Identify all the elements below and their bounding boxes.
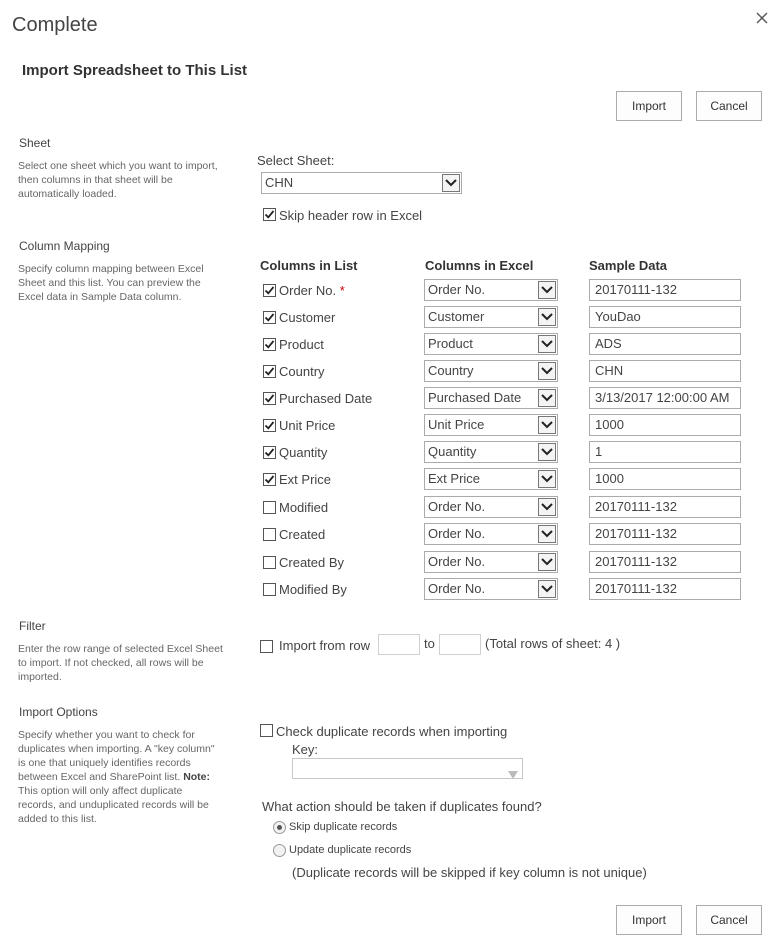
mapping-row: [255, 333, 755, 359]
mapping-row-checkbox[interactable]: [263, 501, 276, 514]
dialog-title: Complete: [12, 14, 98, 36]
mapping-row-sample[interactable]: CHN: [589, 360, 741, 382]
mapping-section-title: Column Mapping: [19, 239, 110, 253]
excel-select-value: Order No.: [428, 282, 486, 297]
mapping-row-checkbox[interactable]: [263, 311, 276, 324]
mapping-row-checkbox[interactable]: [263, 556, 276, 569]
skip-duplicates-label: Skip duplicate records: [289, 821, 398, 833]
row-to-label: to: [424, 636, 435, 651]
mapping-row-sample[interactable]: 1: [589, 441, 741, 463]
import-from-row-label: Import from row: [279, 638, 371, 653]
mapping-row-sample[interactable]: 1000: [589, 468, 741, 490]
mapping-row-excel-select[interactable]: [424, 414, 558, 436]
total-rows-text: (Total rows of sheet: 4 ): [485, 636, 621, 651]
filter-section-description: Enter the row range of selected Excel Sheet to import. If not checked, all rows will be imported.: [18, 643, 223, 683]
import-from-row-checkbox[interactable]: [260, 640, 273, 653]
duplicates-hint: (Duplicate records will be skipped if key column is not unique): [292, 865, 647, 880]
mapping-row-sample[interactable]: YouDao: [589, 306, 741, 328]
list-column-name: Order No.: [279, 283, 337, 298]
page-heading: Import Spreadsheet to This List: [22, 62, 248, 79]
mapping-row-checkbox[interactable]: [263, 284, 276, 297]
excel-select-value: Unit Price: [428, 417, 485, 432]
chevron-down-icon: [538, 498, 556, 516]
mapping-row-excel-select[interactable]: [424, 523, 558, 545]
chevron-down-icon: [538, 362, 556, 380]
mapping-row-list-column: Created: [279, 527, 326, 542]
mapping-row-list-column: Ext Price: [279, 472, 332, 487]
mapping-row-excel-select[interactable]: [424, 360, 558, 382]
row-from-input[interactable]: [378, 634, 420, 655]
chevron-down-icon: [538, 443, 556, 461]
mapping-row-sample[interactable]: 20170111-132: [589, 551, 741, 573]
excel-select-value: Purchased Date: [428, 390, 522, 405]
mapping-row-sample[interactable]: 20170111-132: [589, 578, 741, 600]
mapping-row-checkbox[interactable]: [263, 446, 276, 459]
update-duplicates-radio[interactable]: [273, 844, 286, 857]
chevron-down-icon: [538, 580, 556, 598]
chevron-down-icon: [538, 416, 556, 434]
mapping-row-sample[interactable]: 3/13/2017 12:00:00 AM: [589, 387, 741, 409]
excel-select-value: Order No.: [428, 526, 486, 541]
caret-down-icon: [508, 765, 518, 779]
mapping-row-list-column: Modified By: [279, 582, 347, 597]
import-options-title: Import Options: [19, 705, 98, 719]
duplicates-question: What action should be taken if duplicates found?: [262, 799, 542, 814]
row-to-input[interactable]: [439, 634, 481, 655]
header-sample-data: Sample Data: [589, 258, 668, 273]
import-button-top[interactable]: Import: [616, 91, 682, 121]
excel-select-value: Customer: [428, 309, 485, 324]
mapping-row-list-column: Created By: [279, 555, 345, 570]
mapping-row: [255, 441, 755, 467]
chevron-down-icon: [538, 308, 556, 326]
mapping-row-sample[interactable]: 20170111-132: [589, 496, 741, 518]
cancel-button-top[interactable]: Cancel: [696, 91, 762, 121]
chevron-down-icon: [538, 389, 556, 407]
excel-select-value: Order No.: [428, 554, 486, 569]
required-marker: *: [339, 283, 345, 298]
excel-select-value: Quantity: [428, 444, 477, 459]
chevron-down-icon: [538, 525, 556, 543]
mapping-row-checkbox[interactable]: [263, 392, 276, 405]
select-sheet-label: Select Sheet:: [257, 153, 335, 168]
mapping-row-sample[interactable]: 1000: [589, 414, 741, 436]
mapping-row-list-column: Customer: [279, 310, 336, 325]
excel-select-value: Country: [428, 363, 474, 378]
close-icon[interactable]: [752, 8, 772, 28]
excel-select-value: Order No.: [428, 499, 486, 514]
note-text: This option will only affect duplicate records, and unduplicated records will be added to this list.: [18, 785, 209, 825]
chevron-down-icon: [538, 281, 556, 299]
mapping-row-checkbox[interactable]: [263, 583, 276, 596]
skip-header-label: Skip header row in Excel: [279, 208, 423, 223]
mapping-row-list-column: Country: [279, 364, 325, 379]
mapping-row-list-column: Unit Price: [279, 418, 336, 433]
mapping-section-description: Specify column mapping between Excel Sheet and this list. You can preview the Excel data in Sample Data column.: [18, 263, 204, 303]
header-columns-in-excel: Columns in Excel: [425, 258, 534, 273]
column-mapping-table[interactable]: [255, 276, 755, 600]
mapping-row: [255, 279, 755, 305]
mapping-row-sample[interactable]: 20170111-132: [589, 523, 741, 545]
skip-duplicates-radio[interactable]: [273, 821, 286, 834]
mapping-row-list-column: [279, 283, 345, 298]
mapping-row-excel-select[interactable]: [424, 306, 558, 328]
sheet-select[interactable]: [261, 172, 462, 194]
note-label: Note:: [183, 771, 211, 783]
excel-select-value: Product: [428, 336, 473, 351]
key-column-select[interactable]: [292, 758, 523, 779]
mapping-row: [255, 468, 755, 494]
check-duplicates-label: Check duplicate records when importing: [276, 724, 508, 739]
chevron-down-icon: [538, 553, 556, 571]
mapping-row-excel-select[interactable]: [424, 468, 558, 490]
mapping-row-excel-select[interactable]: [424, 551, 558, 573]
cancel-button-bottom[interactable]: Cancel: [696, 905, 762, 935]
chevron-down-icon: [538, 470, 556, 488]
mapping-row-excel-select[interactable]: [424, 279, 558, 301]
key-label: Key:: [292, 742, 319, 757]
mapping-row-list-column: Purchased Date: [279, 391, 373, 406]
mapping-row-sample[interactable]: ADS: [589, 333, 741, 355]
mapping-row: [255, 387, 755, 413]
filter-section-title: Filter: [19, 619, 46, 633]
mapping-row: [255, 306, 755, 332]
sheet-select-value: CHN: [265, 175, 294, 190]
header-columns-in-list: Columns in List: [260, 258, 358, 273]
mapping-row-checkbox[interactable]: [263, 338, 276, 351]
check-duplicates-checkbox[interactable]: [260, 724, 273, 737]
import-options-description-intro: Specify whether you want to check for duplicates when importing. A "key column" is one that uniquely identifies records between Excel and SharePoint list.: [18, 729, 215, 783]
mapping-row-checkbox[interactable]: [263, 473, 276, 486]
update-duplicates-label: Update duplicate records: [289, 844, 412, 856]
sheet-section-title: Sheet: [19, 136, 51, 150]
mapping-row-checkbox[interactable]: [263, 419, 276, 432]
mapping-row: [255, 496, 755, 522]
excel-select-value: Order No.: [428, 581, 486, 596]
mapping-row-list-column: Modified: [279, 500, 329, 515]
excel-select-value: Ext Price: [428, 471, 481, 486]
mapping-row-excel-select[interactable]: [424, 333, 558, 355]
mapping-row: [255, 414, 755, 440]
chevron-down-icon: [442, 174, 460, 192]
mapping-row-checkbox[interactable]: [263, 528, 276, 541]
mapping-row-checkbox[interactable]: [263, 365, 276, 378]
mapping-row-excel-select[interactable]: [424, 496, 558, 518]
mapping-row: [255, 551, 755, 577]
chevron-down-icon: [538, 335, 556, 353]
sheet-section-description: Select one sheet which you want to import, then columns in that sheet will be automatically loaded.: [18, 160, 218, 200]
mapping-row-excel-select[interactable]: [424, 578, 558, 600]
skip-header-checkbox[interactable]: [263, 208, 276, 221]
mapping-row: [255, 578, 755, 600]
mapping-row: [255, 523, 755, 549]
mapping-row-sample[interactable]: 20170111-132: [589, 279, 741, 301]
import-options-description: [18, 728, 223, 826]
mapping-row-excel-select[interactable]: [424, 441, 558, 463]
mapping-row-excel-select[interactable]: [424, 387, 558, 409]
mapping-row: [255, 360, 755, 386]
import-button-bottom[interactable]: Import: [616, 905, 682, 935]
mapping-row-list-column: Product: [279, 337, 324, 352]
mapping-row-list-column: Quantity: [279, 445, 328, 460]
